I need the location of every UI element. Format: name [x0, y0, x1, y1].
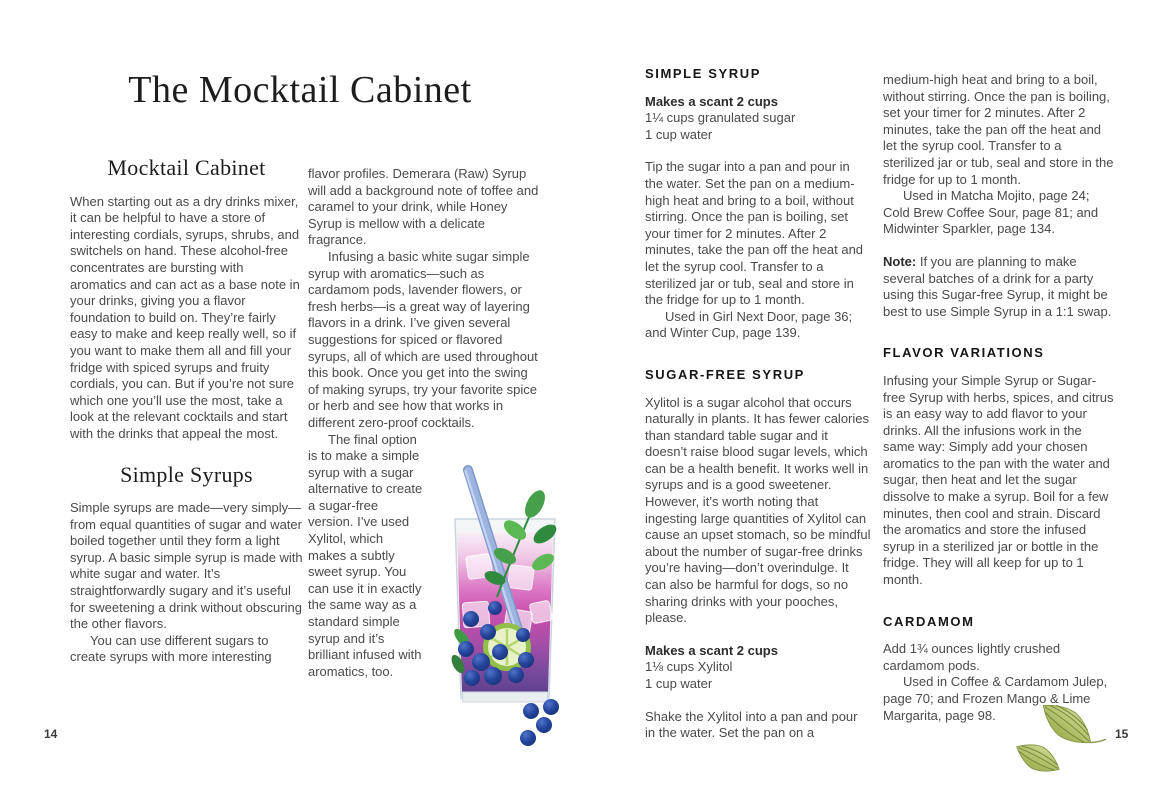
recipe-heading-sugar-free-syrup: SUGAR-FREE SYRUP — [645, 366, 805, 382]
mocktail-glass-illustration — [437, 462, 589, 776]
right-page-column-1 — [645, 66, 871, 742]
paragraph: Add 1¾ ounces lightly crushed cardamom pods. — [883, 641, 1061, 673]
recipe-usage: Used in Matcha Mojito, page 24; Cold Brew Coffee Sour, page 81; and Midwinter Sparkler, page 134. — [883, 188, 1099, 237]
paragraph: You can use different sugars to create syrups with more interesting — [70, 632, 272, 665]
glass-base — [462, 692, 548, 702]
recipe-usage: Used in Coffee & Cardamom Julep, page 70; and Frozen Mango & Lime Margarita, page 98. — [883, 674, 1108, 723]
section-heading-flavor-variations: FLAVOR VARIATIONS — [883, 345, 1045, 361]
page-title: The Mocktail Cabinet — [128, 69, 472, 111]
left-page-column-1 — [70, 155, 303, 666]
paragraph: Infusing a basic white sugar simple syrup with aromatics—such as cardamom pods, lavender flowers, or fresh herbs—is a great way of layering flavors in a drink. I’ve given several suggestions for spiced or flavored syrups, all of which are used throughout this book. Once you get into the swing of making syrups, try your favorite spice or herb and see how that works in different zero-proof cocktails. — [308, 248, 538, 430]
ingredient: 1 cup water — [645, 126, 713, 142]
ingredient: 1⅛ cups Xylitol — [645, 659, 733, 675]
right-page-column-2 — [883, 72, 1115, 724]
ingredient: 1 cup water — [645, 676, 713, 691]
recipe-method-continued: medium-high heat and bring to a boil, without stirring. Once the pan is boiling, set your timer for 2 minutes. After 2 minutes, take the pan off the heat and let the syrup cool. Transfer to a sterilized jar or tub, seal and store in the fridge for up to 1 month. — [883, 72, 1114, 187]
cardamom-pod-small — [1011, 736, 1065, 780]
section-heading-mocktail-cabinet: Mocktail Cabinet — [107, 155, 266, 180]
recipe-yield: Makes a scant 2 cups — [645, 642, 778, 658]
loose-blueberries — [520, 699, 559, 746]
recipe-intro: Xylitol is a sugar alcohol that occurs naturally in plants. It has fewer calories than standard table sugar and it doesn’t raise blood sugar levels, which can be a health benefit. It works well in syrups and is a good sweetener. However, it’s worth noting that ingesting large quantities of Xylitol can cause an upset stomach, so be mindful about the number of sugar-free drinks you’re having—don’t overindulge. It can also be harmful for dogs, so no sharing drinks with your pooches, please. — [645, 394, 871, 626]
paragraph: The final option is to make a simple syrup with a sugar alternative to create a sugar-free version. I’ve used Xylitol, which makes a subtly sweet syrup. You can use it in exactly the same way as a standard simple syrup and it’s brilliant infused with aromatics, too. — [308, 431, 423, 679]
paragraph: Infusing your Simple Syrup or Sugar-free Syrup with herbs, spices, and citrus is an easy way to add flavor to your drinks. All the infusions work in the same way: Simply add your chosen aromatics to the pan with the water and sugar, then heat and let the sugar dissolve to make a syrup. Boil for a few minutes, then cool and strain. Discard the aromatics and store the infused syrup in a sterilized jar or bottle in the fridge. They will all keep for up to 1 month. — [883, 372, 1114, 588]
recipe-usage: Used in Girl Next Door, page 36; and Winter Cup, page 139. — [645, 308, 853, 341]
paragraph: When starting out as a dry drinks mixer, it can be helpful to have a store of interesting cordials, syrups, shrubs, and switchels on hand. These alcohol-free concentrates are bursting with aromatics and can act as a base note in your drinks, giving you a flavor foundation to build on. They’re fairly easy to make and keep really well, so if you want to make them all and fill your fridge with spiced syrups and fruity cordials, you can. But if you’re not sure which one you’ll use the most, take a look at the relevant cocktails and start with the drinks that appeal the most. — [70, 193, 300, 441]
left-page — [0, 0, 583, 800]
ingredient: 1¼ cups granulated sugar — [645, 110, 796, 126]
recipe-note — [883, 254, 1115, 320]
page-number-left: 14 — [44, 727, 58, 741]
recipe-yield: Makes a scant 2 cups — [645, 93, 778, 109]
recipe-heading-simple-syrup: SIMPLE SYRUP — [645, 66, 761, 81]
right-page — [583, 0, 1167, 800]
note-label: Note: — [883, 253, 917, 269]
section-heading-simple-syrups: Simple Syrups — [120, 461, 253, 487]
recipe-method: Shake the Xylitol into a pan and pour in the water. Set the pan on a — [645, 708, 858, 741]
paragraph: flavor profiles. Demerara (Raw) Syrup will add a background note of toffee and caramel to your drink, while Honey Syrup is mellow with a delicate fragrance. — [308, 166, 539, 248]
section-heading-cardamom: CARDAMOM — [883, 613, 975, 629]
page-number-right: 15 — [1115, 727, 1129, 741]
note-text: If you are planning to make several batches of a drink for a party using this Sugar-free Syrup, it might be best to use Simple Syrup in a 1:1 swap. — [883, 253, 1112, 319]
paragraph: Simple syrups are made—very simply—from equal quantities of sugar and water boiled together until they form a light syrup. A basic simple syrup is made with white sugar and water. It’s straightforwardly sugary and it’s useful for sweetening a drink without obscuring the other flavors. — [70, 500, 303, 632]
recipe-method: Tip the sugar into a pan and pour in the water. Set the pan on a medium-high heat and bring to a boil, without stirring. Once the pan is boiling, set your timer for 2 minutes. After 2 minutes, take the pan off the heat and let the syrup cool. Transfer to a sterilized jar or tub, seal and store in the fridge for up to 1 month. — [645, 159, 864, 308]
